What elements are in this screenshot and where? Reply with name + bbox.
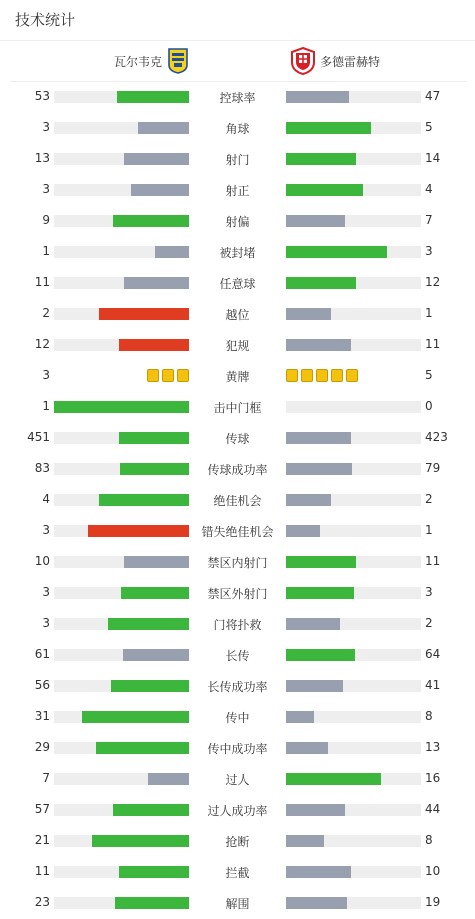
stat-label: 射门 <box>225 153 250 167</box>
home-stat-value: 3 <box>42 616 50 630</box>
away-team-name[interactable]: 多德雷赫特 <box>320 55 381 69</box>
away-stat-value: 44 <box>425 802 441 816</box>
home-stat-bar-track <box>54 897 189 909</box>
away-stat-bar-fill <box>286 742 328 754</box>
away-stat-value: 5 <box>425 120 433 134</box>
away-stat-bar-fill <box>286 525 320 537</box>
away-stat-value: 64 <box>425 647 441 661</box>
home-stat-bar-fill <box>115 897 189 909</box>
home-stat-bar-fill <box>113 804 189 816</box>
away-stat-bar-track <box>286 494 421 506</box>
home-stat-bar-track <box>54 866 189 878</box>
yellow-card-icon <box>286 369 298 382</box>
stat-row <box>0 671 475 702</box>
away-stat-bar-track <box>286 401 421 413</box>
stat-row <box>0 361 475 392</box>
home-stat-bar-fill <box>113 215 189 227</box>
home-stat-value: 3 <box>42 368 50 382</box>
teams-header <box>0 41 475 81</box>
home-stat-bar-track <box>54 680 189 692</box>
stat-row <box>0 175 475 206</box>
home-stat-value: 11 <box>34 864 50 878</box>
home-stat-value: 3 <box>42 523 50 537</box>
stat-row <box>0 299 475 330</box>
stat-row <box>0 795 475 826</box>
away-stat-value: 79 <box>425 461 441 475</box>
stat-row <box>0 144 475 175</box>
home-stat-bar-fill <box>155 246 189 258</box>
home-stat-value: 12 <box>34 337 50 351</box>
home-stat-bar-track <box>54 742 189 754</box>
home-stat-value: 11 <box>34 275 50 289</box>
away-stat-bar-fill <box>286 556 356 568</box>
stat-label: 传中成功率 <box>207 742 268 756</box>
home-stat-bar-fill <box>123 649 189 661</box>
away-stat-bar-fill <box>286 866 351 878</box>
away-stat-bar-track <box>286 339 421 351</box>
away-stat-bar-track <box>286 742 421 754</box>
away-stat-bar-fill <box>286 277 356 289</box>
home-yellow-cards <box>147 369 189 382</box>
away-stat-bar-track <box>286 277 421 289</box>
home-stat-bar-fill <box>108 618 189 630</box>
away-stat-bar-track <box>286 866 421 878</box>
away-stat-bar-fill <box>286 153 356 165</box>
away-stat-bar-fill <box>286 463 352 475</box>
home-stat-bar-fill <box>54 401 189 413</box>
away-stat-bar-track <box>286 711 421 723</box>
away-yellow-cards <box>286 369 358 382</box>
home-stat-bar-track <box>54 835 189 847</box>
stat-label: 过人 <box>225 773 250 787</box>
home-stat-value: 7 <box>42 771 50 785</box>
stat-row <box>0 640 475 671</box>
home-stat-bar-track <box>54 773 189 785</box>
away-stat-bar-fill <box>286 246 387 258</box>
stat-label: 门将扑救 <box>213 618 262 632</box>
page-header <box>0 0 475 40</box>
away-stat-value: 0 <box>425 399 433 413</box>
stat-label: 解围 <box>225 897 250 911</box>
away-stat-value: 8 <box>425 709 433 723</box>
stat-row <box>0 609 475 640</box>
home-stat-bar-track <box>54 463 189 475</box>
home-stat-bar-fill <box>131 184 189 196</box>
stat-label: 射偏 <box>225 215 250 229</box>
yellow-card-icon <box>301 369 313 382</box>
yellow-card-icon <box>316 369 328 382</box>
away-stat-value: 1 <box>425 523 433 537</box>
home-stat-bar-track <box>54 246 189 258</box>
stat-label: 长传成功率 <box>207 680 268 694</box>
stat-row <box>0 547 475 578</box>
home-stat-bar-track <box>54 711 189 723</box>
away-team-logo-icon[interactable] <box>290 47 316 75</box>
stat-row <box>0 826 475 857</box>
home-stat-bar-fill <box>119 339 189 351</box>
away-stat-bar-fill <box>286 184 363 196</box>
away-stat-bar-track <box>286 246 421 258</box>
away-stat-value: 5 <box>425 368 433 382</box>
home-stat-value: 29 <box>34 740 50 754</box>
home-stat-bar-fill <box>82 711 189 723</box>
stat-label: 传球成功率 <box>207 463 268 477</box>
away-stat-bar-track <box>286 649 421 661</box>
home-stat-value: 61 <box>34 647 50 661</box>
away-stat-value: 2 <box>425 492 433 506</box>
away-stat-value: 16 <box>425 771 441 785</box>
home-stat-bar-track <box>54 122 189 134</box>
stat-label: 传球 <box>225 432 250 446</box>
away-stat-bar-track <box>286 215 421 227</box>
home-stat-bar-track <box>54 91 189 103</box>
away-stat-bar-fill <box>286 711 314 723</box>
stat-row <box>0 516 475 547</box>
home-stat-bar-track <box>54 401 189 413</box>
stat-label: 抢断 <box>225 835 250 849</box>
home-stat-value: 3 <box>42 182 50 196</box>
stat-row <box>0 423 475 454</box>
away-stat-bar-fill <box>286 215 345 227</box>
away-stat-bar-track <box>286 587 421 599</box>
stat-label: 绝佳机会 <box>213 494 262 508</box>
away-stat-value: 3 <box>425 585 433 599</box>
home-stat-value: 57 <box>34 802 50 816</box>
home-stat-bar-track <box>54 215 189 227</box>
away-stat-value: 3 <box>425 244 433 258</box>
away-stat-bar-fill <box>286 308 331 320</box>
stat-row <box>0 702 475 733</box>
home-stat-bar-track <box>54 308 189 320</box>
away-stat-value: 14 <box>425 151 441 165</box>
away-stat-value: 11 <box>425 337 441 351</box>
home-stat-bar-fill <box>99 308 189 320</box>
stat-row <box>0 733 475 764</box>
stat-label: 拦截 <box>225 866 250 880</box>
home-stat-bar-fill <box>124 556 189 568</box>
home-stat-value: 1 <box>42 244 50 258</box>
home-stat-bar-fill <box>138 122 189 134</box>
home-stat-bar-track <box>54 618 189 630</box>
away-stat-bar-track <box>286 432 421 444</box>
home-stat-value: 9 <box>42 213 50 227</box>
home-stat-value: 451 <box>27 430 50 444</box>
home-stat-bar-fill <box>111 680 189 692</box>
home-stat-bar-track <box>54 277 189 289</box>
away-stat-bar-fill <box>286 680 343 692</box>
away-stat-bar-track <box>286 308 421 320</box>
stat-row <box>0 206 475 237</box>
away-stat-bar-track <box>286 897 421 909</box>
away-stat-value: 7 <box>425 213 433 227</box>
home-stat-bar-track <box>54 587 189 599</box>
stat-row <box>0 113 475 144</box>
yellow-card-icon <box>147 369 159 382</box>
home-stat-value: 4 <box>42 492 50 506</box>
stat-row <box>0 857 475 888</box>
away-stat-bar-track <box>286 680 421 692</box>
home-stat-bar-fill <box>121 587 189 599</box>
away-stat-bar-track <box>286 122 421 134</box>
home-stat-bar-track <box>54 525 189 537</box>
home-stat-bar-fill <box>124 153 189 165</box>
away-stat-bar-track <box>286 835 421 847</box>
stat-label: 黄牌 <box>225 370 250 384</box>
stat-label: 射正 <box>225 184 250 198</box>
away-stat-bar-track <box>286 804 421 816</box>
away-stat-bar-fill <box>286 773 381 785</box>
away-stat-bar-fill <box>286 432 351 444</box>
home-stat-value: 53 <box>34 89 50 103</box>
away-stat-value: 41 <box>425 678 441 692</box>
away-stat-bar-fill <box>286 618 340 630</box>
home-stat-bar-fill <box>148 773 189 785</box>
home-stat-bar-fill <box>92 835 189 847</box>
page-title: 技术统计 <box>15 11 76 29</box>
away-stat-bar-fill <box>286 122 371 134</box>
home-stat-bar-track <box>54 184 189 196</box>
home-stat-value: 21 <box>34 833 50 847</box>
home-stat-value: 23 <box>34 895 50 909</box>
home-stat-bar-fill <box>119 432 189 444</box>
stat-label: 长传 <box>225 649 250 663</box>
stat-row <box>0 392 475 423</box>
stat-label: 禁区内射门 <box>207 556 268 570</box>
home-stat-bar-fill <box>124 277 189 289</box>
away-stat-bar-fill <box>286 649 355 661</box>
home-team-name[interactable]: 瓦尔韦克 <box>113 55 162 69</box>
yellow-card-icon <box>346 369 358 382</box>
yellow-card-icon <box>162 369 174 382</box>
home-stat-bar-fill <box>120 463 189 475</box>
home-stat-bar-fill <box>99 494 189 506</box>
away-stat-bar-track <box>286 618 421 630</box>
home-stat-value: 31 <box>34 709 50 723</box>
away-stat-bar-track <box>286 184 421 196</box>
stat-row <box>0 268 475 299</box>
home-stat-bar-track <box>54 432 189 444</box>
away-stat-value: 1 <box>425 306 433 320</box>
yellow-card-icon <box>331 369 343 382</box>
away-stat-bar-track <box>286 556 421 568</box>
home-stat-value: 1 <box>42 399 50 413</box>
home-stat-value: 3 <box>42 120 50 134</box>
home-stat-bar-track <box>54 556 189 568</box>
away-stat-value: 4 <box>425 182 433 196</box>
away-stat-value: 11 <box>425 554 441 568</box>
away-stat-bar-track <box>286 153 421 165</box>
stat-label: 错失绝佳机会 <box>201 525 274 539</box>
home-stat-bar-track <box>54 804 189 816</box>
home-stat-bar-track <box>54 649 189 661</box>
home-stat-value: 2 <box>42 306 50 320</box>
stat-row <box>0 764 475 795</box>
stat-row <box>0 888 475 919</box>
home-stat-value: 13 <box>34 151 50 165</box>
home-stat-bar-track <box>54 339 189 351</box>
yellow-card-icon <box>177 369 189 382</box>
stat-row <box>0 485 475 516</box>
away-stat-bar-fill <box>286 587 354 599</box>
away-stat-value: 10 <box>425 864 441 878</box>
away-stat-bar-track <box>286 773 421 785</box>
away-stat-bar-fill <box>286 91 349 103</box>
home-stat-bar-fill <box>96 742 189 754</box>
stat-label: 控球率 <box>219 91 256 105</box>
home-team-logo-icon[interactable] <box>168 48 188 74</box>
stat-label: 传中 <box>225 711 250 725</box>
stat-row <box>0 82 475 113</box>
stat-label: 任意球 <box>219 277 256 291</box>
away-stat-bar-fill <box>286 897 347 909</box>
home-stat-bar-track <box>54 153 189 165</box>
home-stat-value: 83 <box>34 461 50 475</box>
away-stat-value: 47 <box>425 89 441 103</box>
stat-row <box>0 578 475 609</box>
home-stat-bar-fill <box>88 525 189 537</box>
home-stat-bar-fill <box>119 866 189 878</box>
away-stat-bar-fill <box>286 835 324 847</box>
home-stat-bar-track <box>54 494 189 506</box>
away-stat-bar-fill <box>286 494 331 506</box>
stat-row <box>0 237 475 268</box>
away-stat-bar-track <box>286 525 421 537</box>
home-stat-value: 3 <box>42 585 50 599</box>
away-stat-value: 12 <box>425 275 441 289</box>
stat-label: 犯规 <box>225 339 250 353</box>
stat-row <box>0 330 475 361</box>
stat-label: 过人成功率 <box>207 804 268 818</box>
stat-label: 击中门框 <box>213 401 262 415</box>
away-stat-value: 13 <box>425 740 441 754</box>
stat-label: 角球 <box>225 122 250 136</box>
home-stat-value: 56 <box>34 678 50 692</box>
stat-label: 禁区外射门 <box>207 587 268 601</box>
away-stat-value: 423 <box>425 430 448 444</box>
stat-label: 越位 <box>225 308 250 322</box>
stat-row <box>0 454 475 485</box>
away-stat-bar-fill <box>286 804 345 816</box>
home-stat-bar-fill <box>117 91 189 103</box>
stat-label: 被封堵 <box>219 246 256 260</box>
away-stat-bar-track <box>286 91 421 103</box>
away-stat-bar-fill <box>286 339 351 351</box>
away-stat-value: 2 <box>425 616 433 630</box>
away-stat-value: 8 <box>425 833 433 847</box>
home-stat-value: 10 <box>34 554 50 568</box>
away-stat-bar-track <box>286 463 421 475</box>
away-stat-value: 19 <box>425 895 441 909</box>
